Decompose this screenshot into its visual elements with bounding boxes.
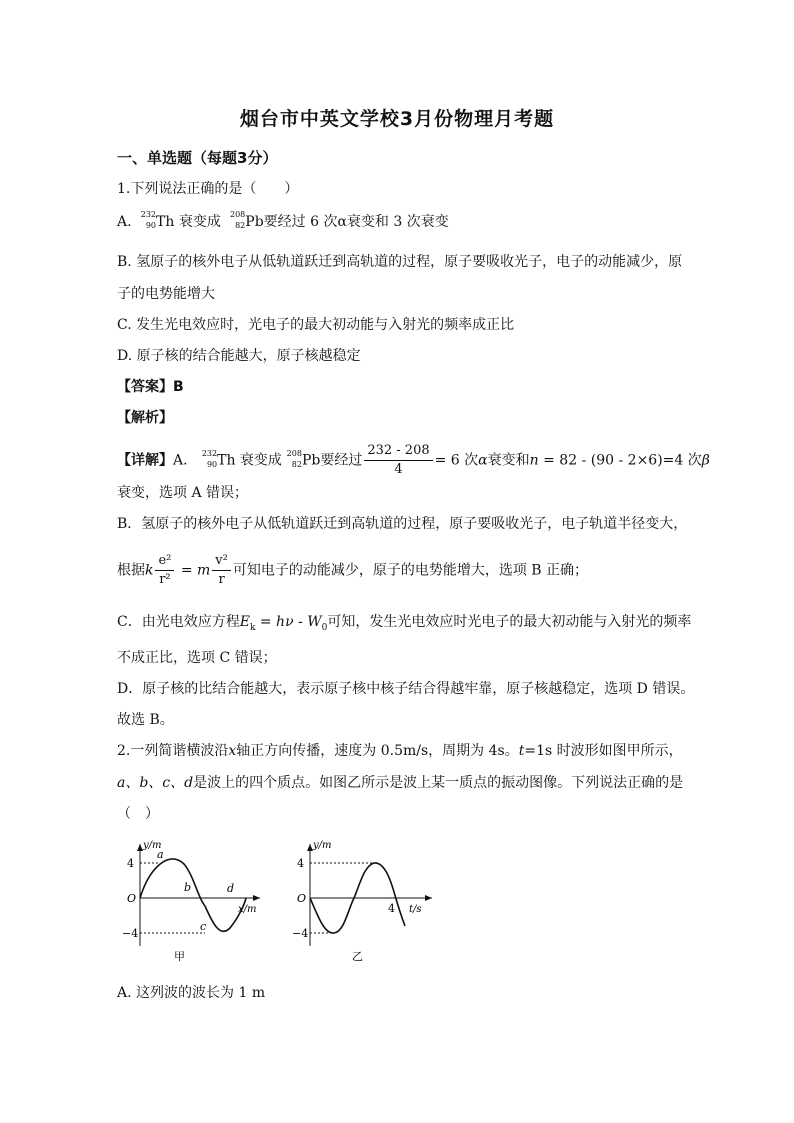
q1-answer: 【答案】B	[117, 379, 184, 395]
figure-caption: 乙	[352, 950, 363, 963]
point-a: a	[157, 848, 164, 861]
q1-detail-b-line2: 根据k $\frac{\text{e²}}{\text{r²}}$ = m $\frac{\text{v²}}{r}$ 可知电子的动能减少，原子的电势能增大，选项 B 正确；	[117, 553, 589, 587]
y-label: y/m	[313, 840, 332, 851]
q2-stem-line2: a、b、c、d是波上的四个质点。如图乙所示是波上某一质点的振动图像。下列说法正确的是	[117, 775, 684, 791]
wave-curve	[140, 859, 246, 931]
t-label: t/s	[409, 904, 422, 915]
q1-stem: 1.下列说法正确的是（ ）	[117, 181, 299, 197]
q2-stem-line1: 2.一列简谐横波沿x轴正方向传播，速度为 0.5m/s，周期为 4s。t=1s 时波形如图甲所示，	[117, 743, 683, 759]
figure-caption: 甲	[174, 950, 185, 963]
q1-detail-c-line2: 不成正比，选项 C 错误；	[117, 650, 277, 666]
vibration-figure-yi	[282, 836, 442, 966]
lead-nuclide: 208 82	[286, 448, 302, 469]
point-b: b	[184, 881, 192, 894]
section-heading: 一、单选题（每题3分）	[117, 149, 278, 167]
origin-label: O	[127, 892, 137, 905]
origin-label: O	[297, 892, 307, 905]
point-d: d	[227, 882, 235, 895]
q1-detail-a-line2: 衰变，选项 A 错误；	[117, 485, 249, 501]
t-tick-label: 4	[388, 902, 395, 915]
q2-stem-line3: （ ）	[117, 806, 159, 822]
q1-option-d: D. 原子核的结合能越大，原子核越稳定	[117, 348, 361, 364]
q1-analysis-label: 【解析】	[117, 410, 173, 426]
q1-option-b-line2: 子的电势能增大	[117, 286, 215, 302]
point-c: c	[200, 920, 207, 933]
alpha-count-fraction: $\frac{232 - 208}{4}$	[364, 442, 432, 479]
ybot-label: −4	[292, 927, 309, 940]
page-title: 烟台市中英文学校3月份物理月考题	[239, 108, 555, 130]
q1-detail-a: 【详解】A． 232 90 Th 衰变成 208 82 Pb要经过 $\frac{232 - 208}{4}$ = 6 次α衰变和n = 82 - (90 - 2×6)=4 次β	[117, 443, 710, 477]
coulomb-fraction: $\frac{\text{e²}}{\text{r²}}$	[155, 552, 174, 589]
q1-conclusion: 故选 B。	[117, 712, 174, 728]
y-label: y/m	[143, 840, 162, 851]
ytop-label: 4	[127, 857, 134, 870]
centripetal-fraction: $\frac{\text{v²}}{r}$	[212, 552, 231, 589]
t-axis-arrow	[425, 895, 432, 901]
lead-nuclide: 208 82	[230, 210, 246, 230]
q2-option-a: A. 这列波的波长为 1 m	[117, 985, 266, 1001]
x-axis-arrow	[253, 895, 260, 901]
q1-detail-d: D．原子核的比结合能越大，表示原子核中核子结合得越牢靠，原子核越稳定，选项 D 错误。	[117, 681, 695, 697]
q1-detail-b-line1: B．氢原子的核外电子从低轨道跃迁到高轨道的过程，原子要吸收光子，电子轨道半径变大，	[117, 516, 688, 532]
q1-option-c: C. 发生光电效应时，光电子的最大初动能与入射光的频率成正比	[117, 317, 515, 333]
ybot-label: −4	[122, 927, 139, 940]
thorium-nuclide: 232 90	[201, 448, 218, 469]
ytop-label: 4	[297, 857, 304, 870]
wave-figure-jia	[110, 836, 270, 966]
q1-option-b-line1: B. 氢原子的核外电子从低轨道跃迁到高轨道的过程，原子要吸收光子，电子的动能减少，原	[117, 254, 683, 270]
x-label: x/m	[238, 904, 257, 915]
q1-option-a: A. 232 90 Th 衰变成 208 82 Pb要经过 6 次α衰变和 3 次衰变	[117, 210, 449, 230]
thorium-nuclide: 232 90	[140, 210, 157, 230]
q1-detail-c-line1: C．由光电效应方程$E_k = h\nu - W_0$可知，发生光电效应时光电子的最大初动能与入射光的频率	[117, 614, 692, 633]
